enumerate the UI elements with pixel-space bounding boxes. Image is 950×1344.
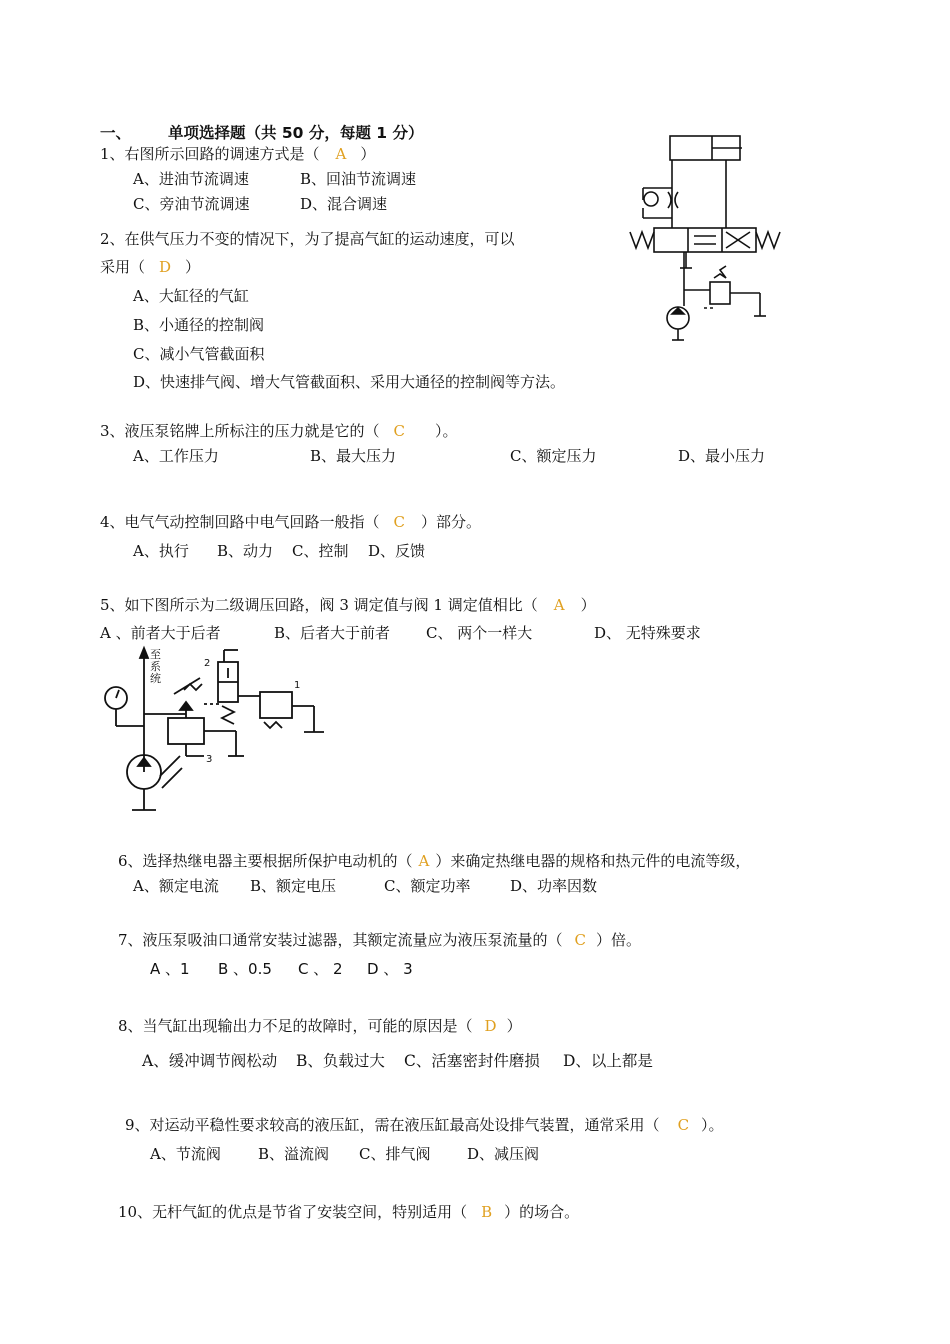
answer-letter: A: [418, 852, 430, 870]
answer-letter: A: [553, 596, 565, 614]
question-5: [100, 595, 596, 615]
option: D、 无特殊要求: [594, 624, 701, 642]
section-title: 单项选择题（共 50 分，每题 1 分）: [168, 124, 424, 142]
option: A、进油节流调速: [133, 170, 249, 188]
question-9: [125, 1115, 724, 1135]
question-7: [118, 930, 641, 950]
question-stem: 6、选择热继电器主要根据所保护电动机的（: [118, 852, 413, 870]
option: C、排气阀: [359, 1145, 431, 1163]
option: A、执行: [133, 542, 189, 560]
question-stem: 3、液压泵铭牌上所标注的压力就是它的（: [100, 422, 380, 440]
option: B 、0.5: [218, 960, 272, 978]
answer-letter: A: [335, 145, 347, 163]
diagram-label: 至: [150, 648, 161, 661]
option: D、减压阀: [467, 1145, 540, 1163]
stem-end: ）: [360, 145, 376, 163]
option: C、减小气管截面积: [133, 345, 265, 363]
question-stem: 1、右图所示回路的调速方式是（: [100, 145, 320, 163]
pressure-gauge: [105, 687, 127, 709]
question-10: [118, 1202, 579, 1222]
option: D、最小压力: [678, 447, 766, 465]
stem-end: ）来确定热继电器的规格和热元件的电流等级，: [435, 852, 751, 870]
answer-letter: B: [481, 1203, 493, 1221]
question-stem: 采用（: [100, 258, 146, 276]
option: B、额定电压: [250, 877, 337, 895]
question-stem: 5、如下图所示为二级调压回路，阀 3 调定值与阀 1 调定值相比（: [100, 596, 538, 614]
option: C、额定压力: [510, 447, 597, 465]
question-stem: 8、当气缸出现输出力不足的故障时，可能的原因是（: [118, 1017, 473, 1035]
option: C、 两个一样大: [426, 624, 533, 642]
option: B、负载过大: [296, 1052, 385, 1070]
option: D、以上都是: [563, 1052, 653, 1070]
answer-letter: D: [484, 1017, 497, 1035]
question-2-line1: 2、在供气压力不变的情况下，为了提高气缸的运动速度，可以: [100, 230, 515, 248]
option: B、后者大于前者: [274, 624, 391, 642]
option: C、活塞密封件磨损: [404, 1052, 540, 1070]
option: A、大缸径的气缸: [133, 287, 249, 305]
option: B、溢流阀: [258, 1145, 330, 1163]
option: D、混合调速: [300, 195, 388, 213]
option: B、最大压力: [310, 447, 397, 465]
stem-end: ）: [185, 258, 201, 276]
answer-letter: D: [159, 258, 172, 276]
q5-circuit-diagram: [100, 644, 332, 820]
option: A、缓冲调节阀松动: [142, 1052, 278, 1070]
question-stem: 4、电气气动控制回路中电气回路一般指（: [100, 513, 380, 531]
option: A、节流阀: [150, 1145, 221, 1163]
question-stem: 7、液压泵吸油口通常安装过滤器，其额定流量应为液压泵流量的（: [118, 931, 563, 949]
option: A 、前者大于后者: [100, 624, 221, 642]
question-6: [118, 851, 750, 871]
question-stem: 10、无杆气缸的优点是节省了安装空间，特别适用（: [118, 1203, 468, 1221]
stem-end: ）。: [435, 422, 458, 440]
answer-letter: C: [393, 513, 406, 531]
stem-end: ）部分。: [421, 513, 482, 531]
stem-end: ）的场合。: [504, 1203, 580, 1221]
option: D、反馈: [368, 542, 426, 560]
option: C、额定功率: [384, 877, 471, 895]
option: D、快速排气阀、增大气管截面积、采用大通径的控制阀等方法。: [133, 373, 566, 391]
question-2-line2: [100, 257, 200, 277]
option: C 、 2: [298, 960, 343, 978]
answer-letter: C: [574, 931, 587, 949]
relief-valve-1: [260, 692, 292, 718]
directional-valve: [654, 228, 756, 252]
option: B、动力: [217, 542, 274, 560]
answer-letter: C: [393, 422, 406, 440]
diagram-label: 2: [204, 658, 211, 669]
q1-circuit-diagram: [626, 128, 812, 346]
option: A 、1: [150, 960, 190, 978]
question-1: [100, 144, 375, 164]
stem-end: ）: [506, 1017, 522, 1035]
stem-end: ）: [580, 596, 596, 614]
option: C、控制: [292, 542, 349, 560]
question-8: [118, 1016, 522, 1036]
relief-valve-3: [168, 718, 204, 744]
question-3: [100, 421, 458, 441]
option: B、小通径的控制阀: [133, 316, 265, 334]
diagram-label: 3: [206, 754, 213, 765]
stem-end: ）。: [701, 1116, 724, 1134]
option: A、工作压力: [133, 447, 219, 465]
option: B、回油节流调速: [300, 170, 417, 188]
option: D 、 3: [367, 960, 413, 978]
answer-letter: C: [677, 1116, 690, 1134]
section-number: 一、: [100, 124, 132, 142]
option: A、额定电流: [133, 877, 219, 895]
stem-end: ）倍。: [596, 931, 642, 949]
question-stem: 9、对运动平稳性要求较高的液压缸，需在液压缸最高处设排气装置，通常采用（: [125, 1116, 660, 1134]
option: D、功率因数: [510, 877, 598, 895]
diagram-label: 1: [294, 680, 301, 691]
question-4: [100, 512, 481, 532]
relief-valve: [710, 282, 730, 304]
diagram-label: 统: [150, 672, 161, 685]
option: C、旁油节流调速: [133, 195, 250, 213]
diagram-label: 系: [150, 660, 161, 673]
